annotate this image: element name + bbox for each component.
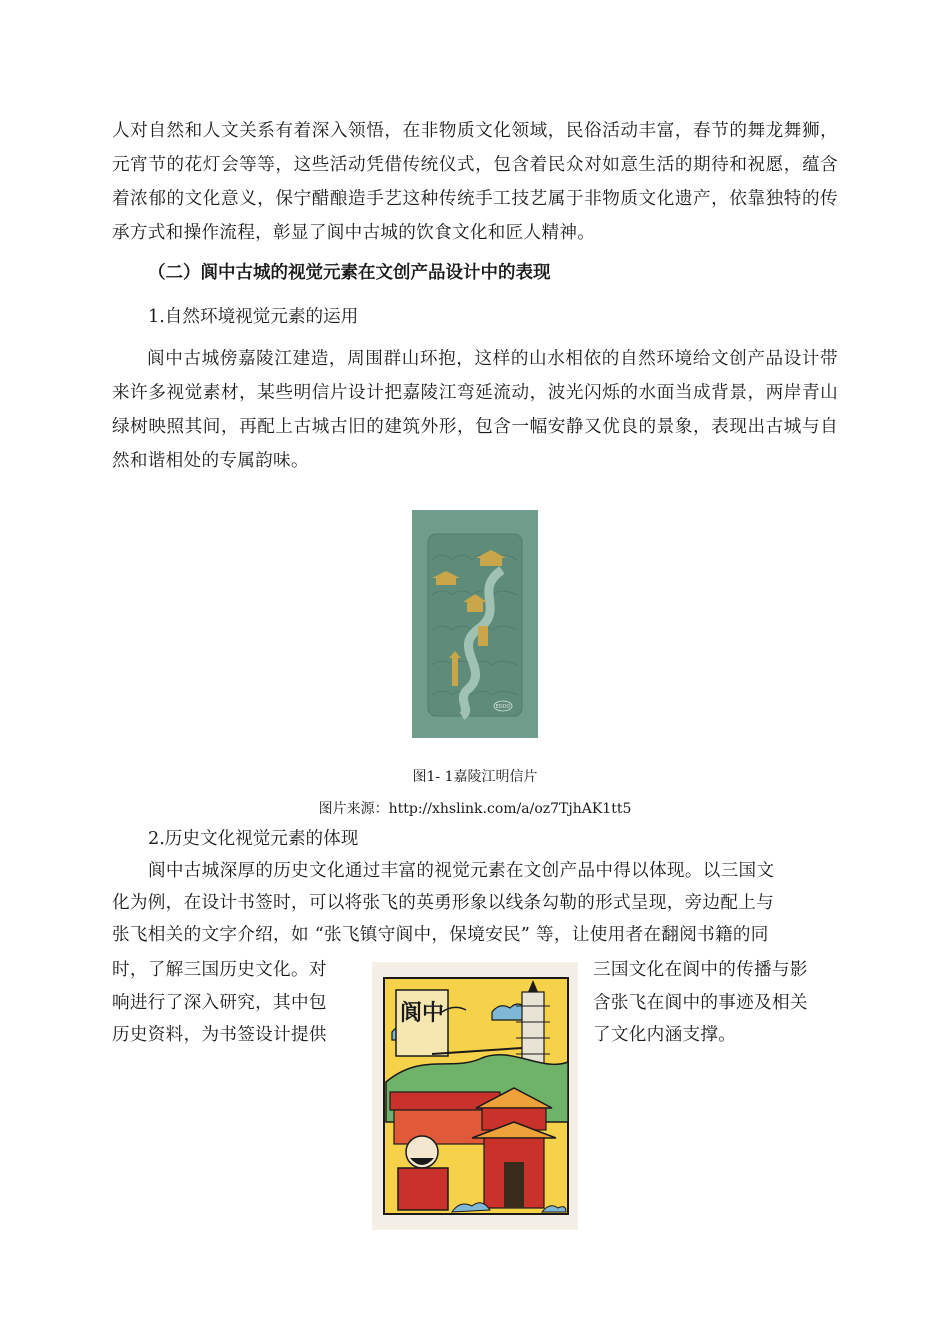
figure1-caption: 图1- 1嘉陵江明信片	[412, 769, 538, 785]
wrap-right-line-1: 三国文化在阆中的传播与影	[593, 960, 808, 980]
wrap-left-line-1: 时，了解三国历史文化。对	[112, 960, 327, 980]
wrap-left-line-3: 历史资料，为书签设计提供	[112, 1025, 327, 1045]
paragraph-natural-elements: 阆中古城傍嘉陵江建造，周围群山环抱，这样的山水相依的自然环境给文创产品设计带来许多视觉素材，某些明信片设计把嘉陵江弯延流动，波光闪烁的水面当成背景，两岸青山绿树映照其间，再配上古城古旧的建筑外形，包含一幅安静又优良的景象，表现出古城与自然和谐相处的专属韵味。	[112, 349, 838, 471]
postcard-stamp-text: EDDO	[495, 704, 511, 710]
red-pavilion	[472, 1088, 556, 1208]
bookmark-title-text: 阆中	[399, 1001, 445, 1026]
paragraph3-line-3: 张飞相关的文字介绍，如 “张飞镇守阆中，保境安民” 等，让使用者在翻阅书籍的同	[112, 925, 769, 945]
wrap-right-line-2: 含张飞在阆中的事迹及相关	[593, 993, 808, 1013]
jialing-river-postcard-image	[412, 510, 538, 738]
postcard-illustration	[412, 510, 538, 738]
paragraph-intangible-heritage: 人对自然和人文关系有着深入领悟，在非物质文化领域，民俗活动丰富，春节的舞龙舞狮，元宵节的花灯会等等，这些活动凭借传统仪式，包含着民众对如意生活的期待和祝愿，蕴含着浓郁的文化意义，保宁醋酿造手艺这种传统手工技艺属于非物质文化遗产，依靠独特的传承方式和操作流程，彰显了阆中古城的饮食文化和匠人精神。	[112, 121, 838, 243]
wrap-right-line-3: 了文化内涵支撑。	[593, 1025, 737, 1045]
figure1-source: 图片来源：http://xhslink.com/a/oz7TjhAK1tt5	[318, 801, 632, 817]
gate-wall	[394, 1110, 494, 1144]
bookmark-illustration	[372, 962, 578, 1230]
postcard-inner-panel	[428, 534, 522, 716]
subsection-natural-elements: 1.自然环境视觉元素的运用	[148, 307, 359, 327]
langzhong-bookmark-image	[372, 962, 578, 1230]
wrap-left-line-2: 响进行了深入研究，其中包	[112, 993, 327, 1013]
section-heading: （二）阆中古城的视觉元素在文创产品设计中的表现	[148, 263, 551, 283]
subsection-historical-elements: 2.历史文化视觉元素的体现	[148, 829, 359, 849]
paragraph3-line-1: 阆中古城深厚的历史文化通过丰富的视觉元素在文创产品中得以体现。以三国文	[148, 861, 775, 881]
paragraph3-line-2: 化为例，在设计书签时，可以将张飞的英勇形象以线条勾勒的形式呈现，旁边配上与	[112, 893, 775, 913]
